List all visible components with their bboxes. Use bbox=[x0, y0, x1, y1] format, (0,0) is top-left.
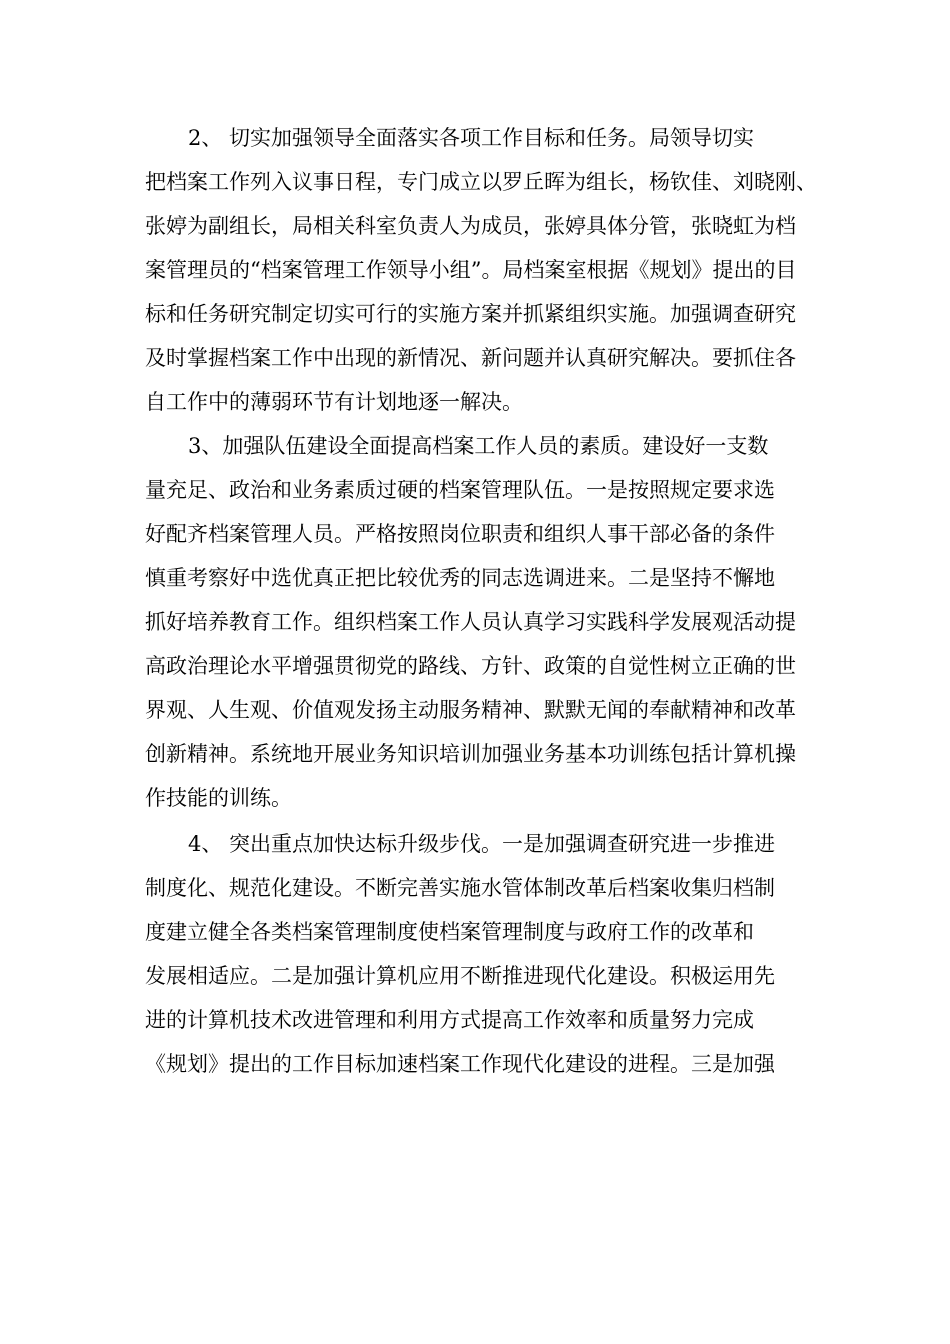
paragraph-4-line-5: 进的计算机技术改进管理和利用方式提高工作效率和质量努力完成 bbox=[145, 1008, 754, 1032]
paragraph-2-line-7: 自工作中的薄弱环节有计划地逐一解决。 bbox=[145, 390, 523, 414]
paragraph-4-line-3: 度建立健全各类档案管理制度使档案管理制度与政府工作的改革和 bbox=[145, 920, 754, 944]
paragraph-3-line-3: 好配齐档案管理人员。严格按照岗位职责和组织人事干部必备的条件 bbox=[145, 522, 775, 546]
paragraph-2-line-6: 及时掌握档案工作中出现的新情况、新问题并认真研究解决。要抓住各 bbox=[145, 346, 796, 370]
paragraph-4-line-6: 《规划》提出的工作目标加速档案工作现代化建设的进程。三是加强 bbox=[145, 1052, 775, 1076]
paragraph-3-line-7: 界观、人生观、价值观发扬主动服务精神、默默无闻的奉献精神和改革 bbox=[145, 698, 796, 722]
paragraph-3-line-1: 3、加强队伍建设全面提高档案工作人员的素质。建设好一支数 bbox=[188, 434, 769, 458]
paragraph-2-line-2: 把档案工作列入议事日程，专门成立以罗丘晖为组长，杨钦佳、刘晓刚、 bbox=[145, 170, 817, 194]
paragraph-3-line-2: 量充足、政治和业务素质过硬的档案管理队伍。一是按照规定要求选 bbox=[145, 478, 775, 502]
paragraph-4-line-4: 发展相适应。二是加强计算机应用不断推进现代化建设。积极运用先 bbox=[145, 964, 775, 988]
paragraph-2-line-4: 案管理员的“档案管理工作领导小组”。局档案室根据《规划》提出的目 bbox=[145, 258, 797, 282]
paragraph-3-line-5: 抓好培养教育工作。组织档案工作人员认真学习实践科学发展观活动提 bbox=[145, 610, 796, 634]
paragraph-4-line-2: 制度化、规范化建设。不断完善实施水管体制改革后档案收集归档制 bbox=[145, 876, 775, 900]
paragraph-2-line-1: 2、 切实加强领导全面落实各项工作目标和任务。局领导切实 bbox=[188, 126, 755, 150]
paragraph-3-line-8: 创新精神。系统地开展业务知识培训加强业务基本功训练包括计算机操 bbox=[145, 742, 796, 766]
paragraph-4-line-1: 4、 突出重点加快达标升级步伐。一是加强调查研究进一步推进 bbox=[188, 832, 776, 856]
paragraph-2-line-3: 张婷为副组长，局相关科室负责人为成员，张婷具体分管，张晓虹为档 bbox=[145, 214, 796, 238]
paragraph-3-line-4: 慎重考察好中选优真正把比较优秀的同志选调进来。二是坚持不懈地 bbox=[145, 566, 775, 590]
paragraph-2-line-5: 标和任务研究制定切实可行的实施方案并抓紧组织实施。加强调查研究 bbox=[145, 302, 796, 326]
paragraph-3-line-9: 作技能的训练。 bbox=[145, 786, 292, 810]
paragraph-3-line-6: 高政治理论水平增强贯彻党的路线、方针、政策的自觉性树立正确的世 bbox=[145, 654, 796, 678]
